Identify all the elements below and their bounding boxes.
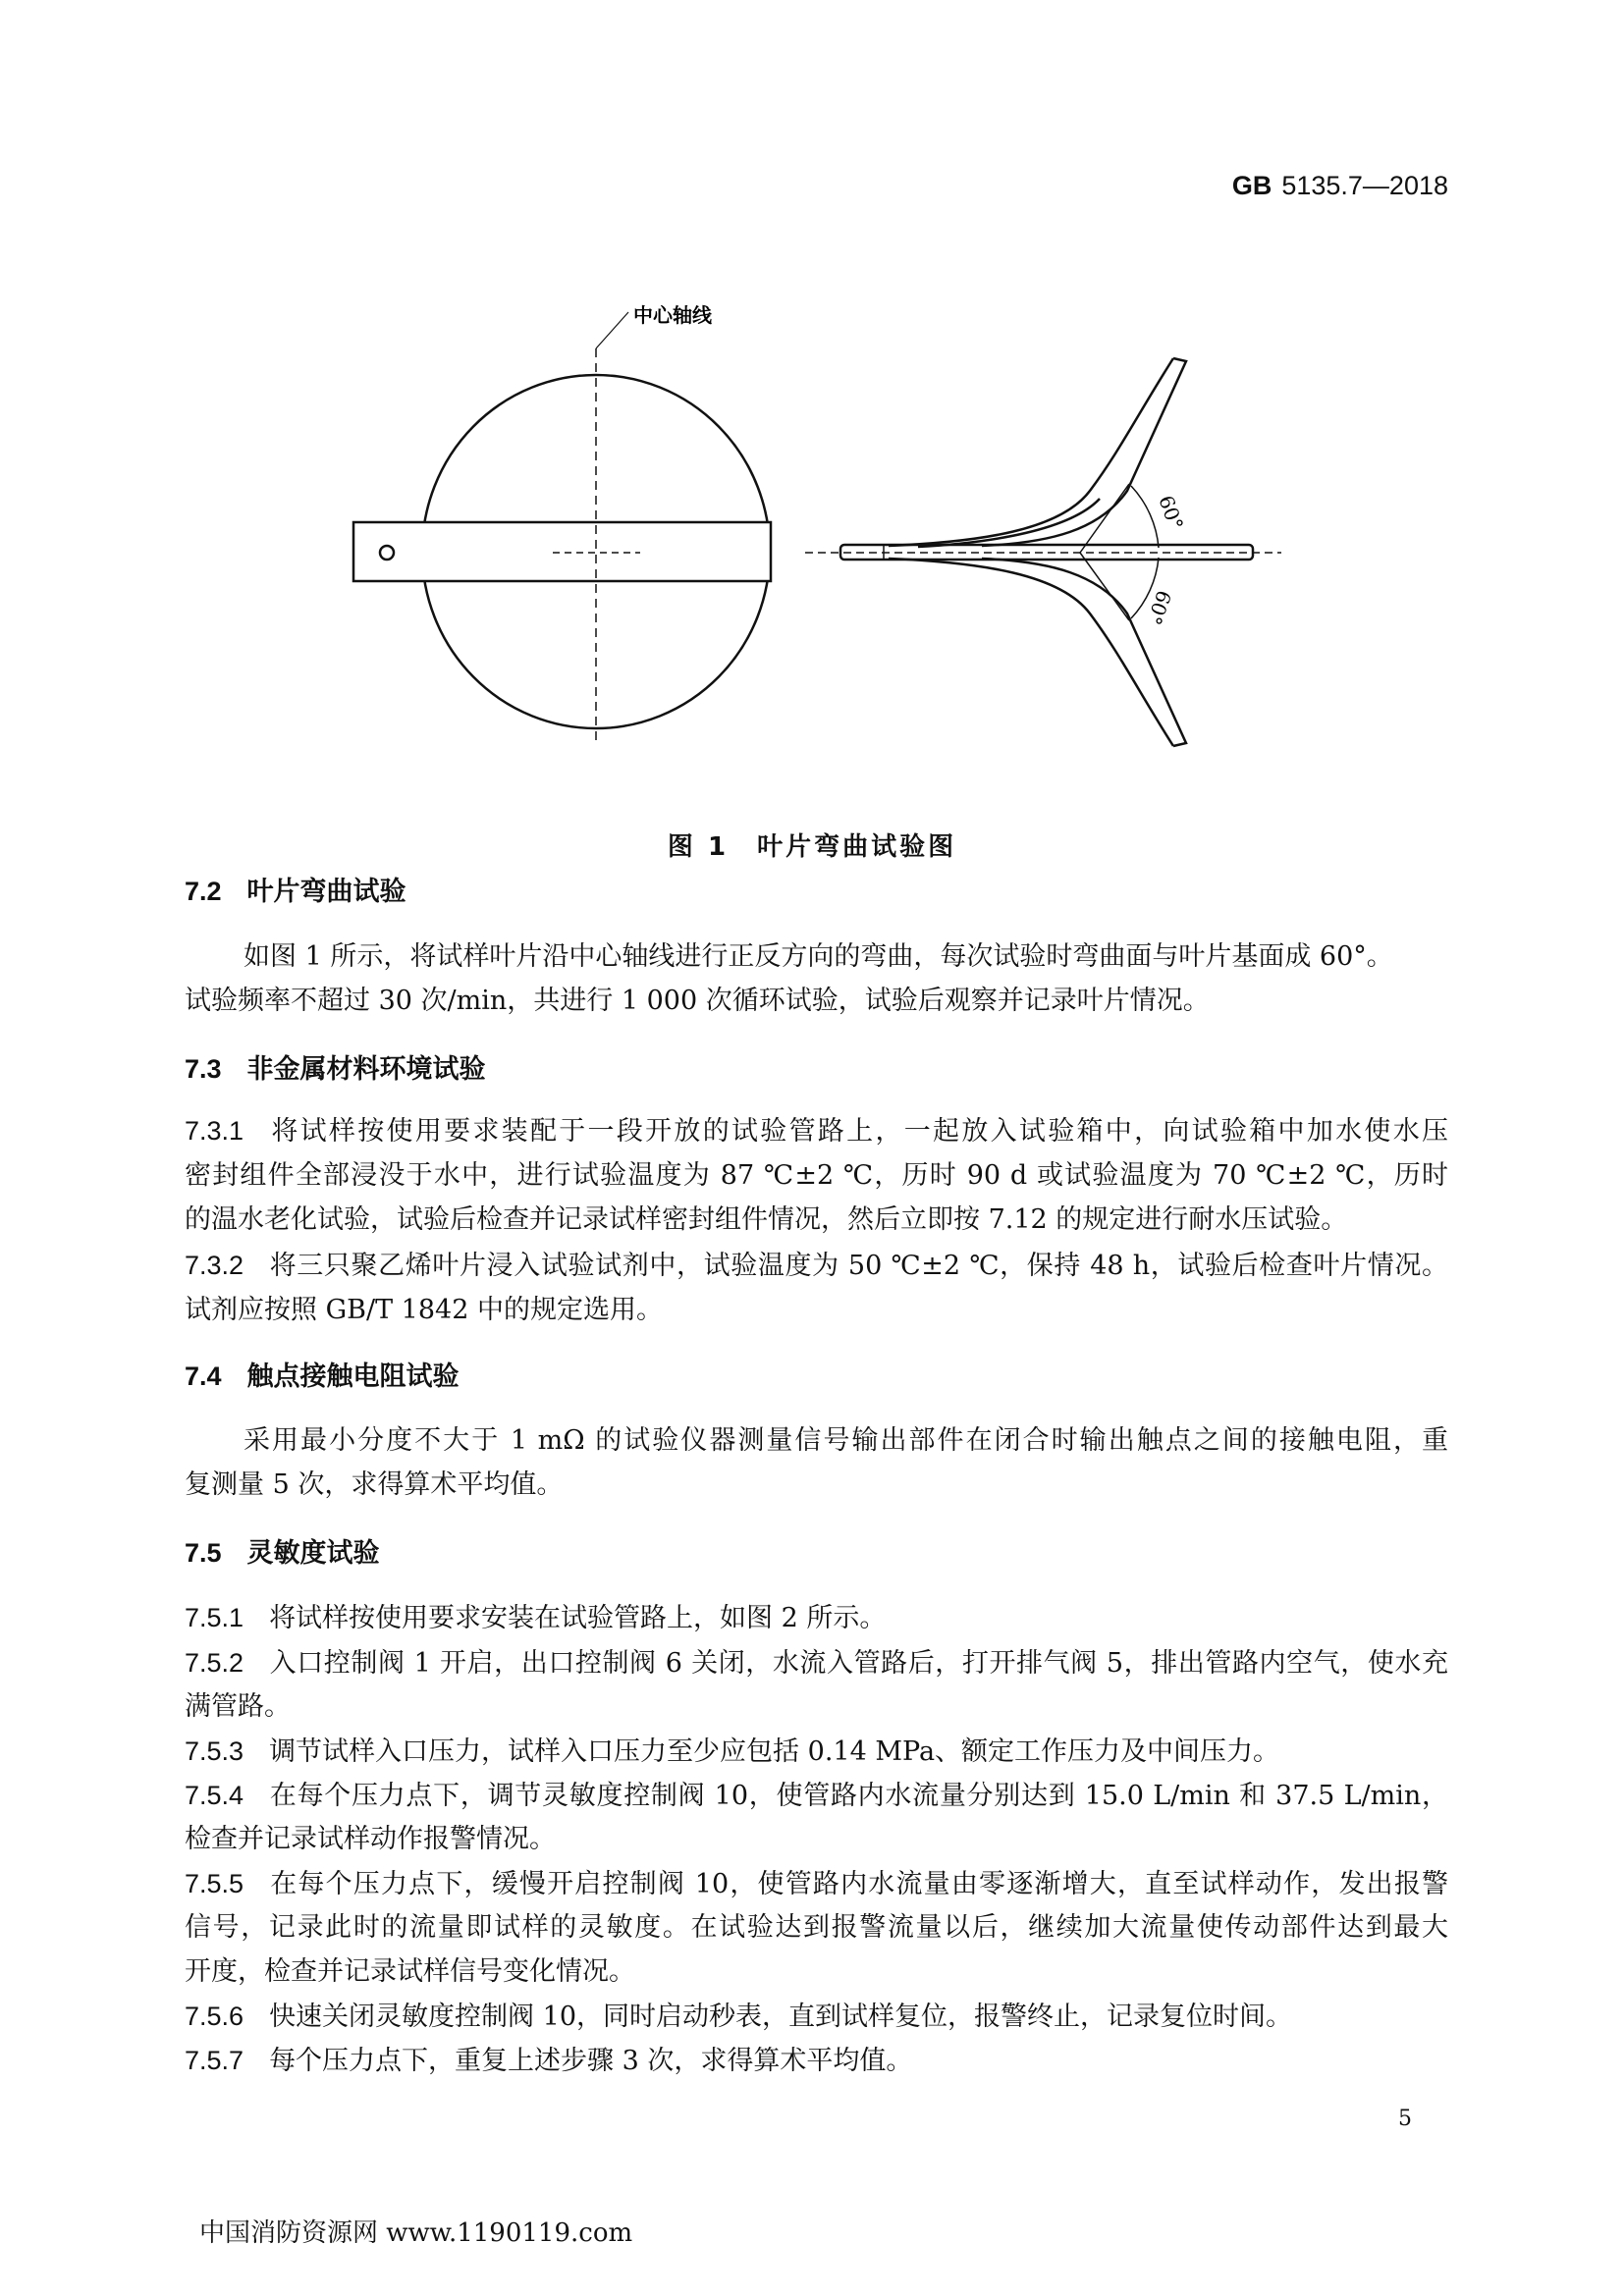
text-line xyxy=(185,1114,1448,1148)
section-heading xyxy=(185,1536,1448,1571)
clause-text: 复测量 5 次，求得算术平均值。 xyxy=(185,1469,564,1500)
clause-number: 7.5.4 xyxy=(185,1781,244,1810)
text-line xyxy=(185,2044,1448,2078)
clause-number: 7.2 xyxy=(185,877,222,906)
text-line xyxy=(244,940,1448,974)
text-line xyxy=(185,1159,1448,1193)
text-line xyxy=(185,1249,1448,1282)
text-line xyxy=(185,985,1448,1018)
text-line xyxy=(244,1424,1448,1458)
clause-number: 7.5.7 xyxy=(185,2046,244,2075)
text-line xyxy=(185,1911,1448,1945)
clause-text: 入口控制阀 1 开启，出口控制阀 6 关闭，水流入管路后，打开排气阀 5，排出管路内空气，使水充 xyxy=(269,1648,1448,1679)
axis-label: 中心轴线 xyxy=(633,303,712,327)
clause-text: 将试样按使用要求装配于一段开放的试验管路上，一起放入试验箱中，向试验箱中加水使水压 xyxy=(269,1116,1448,1147)
clause-text: 触点接触电阻试验 xyxy=(246,1362,460,1392)
clause-number: 7.5 xyxy=(185,1538,222,1568)
angle-label-bottom: 60° xyxy=(1142,587,1176,628)
clause-text: 试剂应按照 GB/T 1842 中的规定选用。 xyxy=(185,1295,663,1325)
clause-text: 将试样按使用要求安装在试验管路上，如图 2 所示。 xyxy=(269,1603,887,1633)
clause-number: 7.5.1 xyxy=(185,1603,244,1632)
clause-text: 密封组件全部浸没于水中，进行试验温度为 87 ℃±2 ℃，历时 90 d 或试验温度为 70 ℃±2 ℃，历时 xyxy=(185,1160,1448,1191)
clause-number: 7.3 xyxy=(185,1054,222,1084)
text-line xyxy=(185,1955,1448,1989)
bent-blade-down xyxy=(889,559,1173,746)
clause-text: 快速关闭灵敏度控制阀 10，同时启动秒表，直到试样复位，报警终止，记录复位时间。 xyxy=(269,2002,1292,2032)
clause-text: 在每个压力点下，调节灵敏度控制阀 10，使管路内水流量分别达到 15.0 L/min 和 37.5 L/min， xyxy=(269,1781,1448,1811)
text-line xyxy=(185,1294,1448,1327)
clause-text: 的温水老化试验，试验后检查并记录试样密封组件情况，然后立即按 7.12 的规定进行耐水压试验。 xyxy=(185,1204,1348,1235)
clause-number: 7.4 xyxy=(185,1362,222,1391)
clause-text: 如图 1 所示，将试样叶片沿中心轴线进行正反方向的弯曲，每次试验时弯曲面与叶片基面成 60°。 xyxy=(244,941,1393,972)
clause-number: 7.5.2 xyxy=(185,1648,244,1678)
text-line xyxy=(185,1203,1448,1237)
clause-number: 7.5.3 xyxy=(185,1736,244,1766)
footer-watermark: 中国消防资源网 www.1190119.com xyxy=(199,2218,633,2248)
text-line xyxy=(185,1601,1448,1635)
clause-text: 采用最小分度不大于 1 mΩ 的试验仪器测量信号输出部件在闭合时输出触点之间的接触电阻，重 xyxy=(244,1425,1448,1456)
text-line xyxy=(185,1690,1448,1724)
blade-arm xyxy=(353,522,771,581)
clause-number: 7.3.2 xyxy=(185,1251,244,1280)
text-line xyxy=(185,2000,1448,2034)
angle-label-top: 60° xyxy=(1154,492,1188,534)
text-line xyxy=(185,1646,1448,1680)
section-heading xyxy=(185,1360,1448,1394)
clause-text: 叶片弯曲试验 xyxy=(246,877,406,907)
clause-text: 开度，检查并记录试样信号变化情况。 xyxy=(185,1956,635,1987)
section-heading xyxy=(185,1052,1448,1087)
clause-text: 试验频率不超过 30 次/min，共进行 1 000 次循环试验，试验后观察并记录叶片情况。 xyxy=(185,986,1210,1016)
clause-text: 信号，记录此时的流量即试样的灵敏度。在试验达到报警流量以后，继续加大流量使传动部件达到最大 xyxy=(185,1912,1448,1943)
document-code: GB 5135.7—2018 xyxy=(1231,171,1448,200)
clause-text: 在每个压力点下，缓慢开启控制阀 10，使管路内水流量由零逐渐增大，直至试样动作，发出报警 xyxy=(269,1869,1448,1899)
figure-caption: 图 1 叶片弯曲试验图 xyxy=(667,832,957,862)
text-line xyxy=(185,1823,1448,1856)
page-number: 5 xyxy=(1398,2107,1412,2131)
clause-number: 7.5.5 xyxy=(185,1869,244,1898)
clause-text: 检查并记录试样动作报警情况。 xyxy=(185,1824,556,1854)
section-heading xyxy=(185,875,1448,909)
clause-text: 满管路。 xyxy=(185,1691,291,1722)
text-line xyxy=(185,1468,1448,1502)
figure-1-blade-bending-diagram xyxy=(0,0,1624,825)
clause-text: 灵敏度试验 xyxy=(246,1538,380,1569)
text-line xyxy=(185,1735,1448,1769)
clause-text: 调节试样入口压力，试样入口压力至少应包括 0.14 MPa、额定工作压力及中间压力。 xyxy=(269,1736,1280,1767)
clause-number: 7.3.1 xyxy=(185,1116,244,1146)
clause-text: 非金属材料环境试验 xyxy=(246,1054,486,1085)
text-line xyxy=(185,1779,1448,1812)
text-line xyxy=(185,1867,1448,1900)
bent-blade-up xyxy=(889,358,1173,547)
clause-text: 每个压力点下，重复上述步骤 3 次，求得算术平均值。 xyxy=(269,2046,913,2076)
clause-text: 将三只聚乙烯叶片浸入试验试剂中，试验温度为 50 ℃±2 ℃，保持 48 h，试验后检查叶片情况。 xyxy=(269,1251,1448,1281)
clause-number: 7.5.6 xyxy=(185,2002,244,2031)
